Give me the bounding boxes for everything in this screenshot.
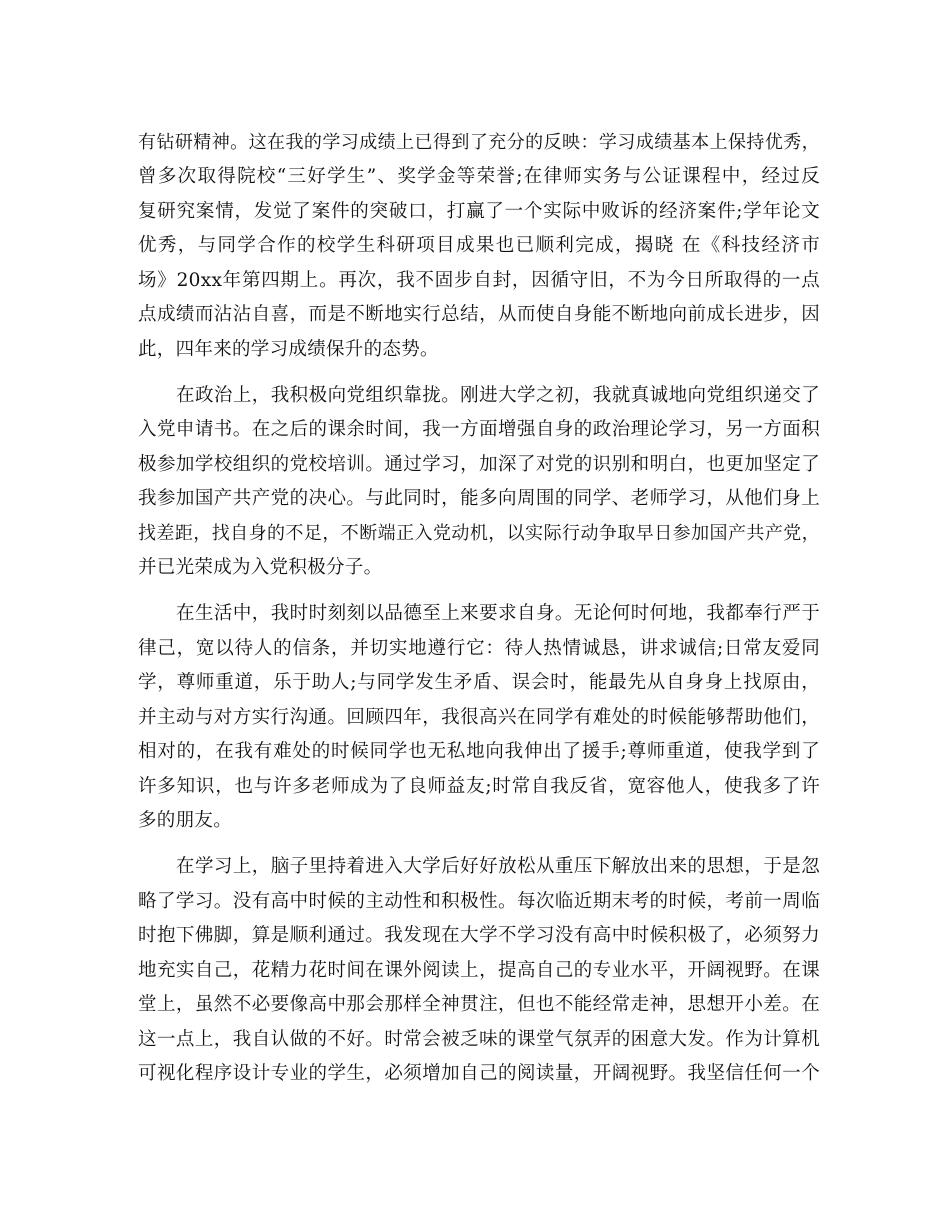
- text-line: 地充实自己，花精力花时间在课外阅读上，提高自己的专业水平，开阔视野。在课: [138, 960, 820, 981]
- text-line: 可视化程序设计专业的学生，必须增加自己的阅读量，开阔视野。我坚信任何一个: [138, 1063, 820, 1084]
- text-line: 优秀，与同学合作的校学生科研项目成果也已顺利完成，揭晓 在《科技经济市: [138, 235, 820, 256]
- text-line: 学，尊师重道，乐于助人;与同学发生矛盾、误会时，能最先从自身身上找原由，: [138, 672, 820, 693]
- text-line: 并已光荣成为入党积极分子。: [138, 557, 383, 578]
- text-line: 相对的，在我有难处的时候同学也无私地向我伸出了援手;尊师重道，使我学到了: [138, 741, 820, 762]
- text-line: 并主动与对方实行沟通。回顾四年，我很高兴在同学有难处的时候能够帮助他们，: [138, 707, 820, 728]
- text-line: 场》20xx年第四期上。再次，我不固步自封，因循守旧，不为今日所取得的一点: [138, 270, 820, 291]
- paragraph-start-line: 在政治上，我积极向党组织靠拢。刚进大学之初，我就真诚地向党组织递交了: [176, 385, 820, 406]
- text-line: 复研究案情，发觉了案件的突破口，打赢了一个实际中败诉的经济案件;学年论文: [138, 201, 820, 222]
- text-line: 点成绩而沾沾自喜，而是不断地实行总结，从而使自身能不断地向前成长进步，因: [138, 304, 820, 325]
- text-line: 曾多次取得院校“三好学生”、奖学金等荣誉;在律师实务与公证课程中，经过反: [138, 166, 820, 187]
- text-line: 堂上，虽然不必要像高中那会那样全神贯注，但也不能经常走神，思想开小差。在: [138, 994, 820, 1015]
- text-line: 极参加学校组织的党校培训。通过学习，加深了对党的识别和明白，也更加坚定了: [138, 454, 820, 475]
- text-line: 律己，宽以待人的信条，并切实地遵行它：待人热情诚恳，讲求诚信;日常友爱同: [138, 638, 820, 659]
- text-line: 我参加国产共产党的决心。与此同时，能多向周围的同学、老师学习，从他们身上: [138, 488, 820, 509]
- text-line: 许多知识，也与许多老师成为了良师益友;时常自我反省，宽容他人，使我多了许: [138, 776, 820, 797]
- text-line: 找差距，找自身的不足，不断端正入党动机，以实际行动争取早日参加国产共产党，: [138, 523, 820, 544]
- text-line: 多的朋友。: [138, 810, 233, 831]
- text-line: 略了学习。没有高中时候的主动性和积极性。每次临近期末考的时候，考前一周临: [138, 891, 820, 912]
- paragraph-start-line: 在学习上，脑子里持着进入大学后好好放松从重压下解放出来的思想，于是忽: [176, 856, 820, 877]
- text-line: 这一点上，我自认做的不好。时常会被乏味的课堂气氛弄的困意大发。作为计算机: [138, 1029, 820, 1050]
- text-line: 入党申请书。在之后的课余时间，我一方面增强自身的政治理论学习，另一方面积: [138, 419, 820, 440]
- paragraph-start-line: 在生活中，我时时刻刻以品德至上来要求自身。无论何时何地，我都奉行严于: [176, 603, 820, 624]
- text-line: 时抱下佛脚，算是顺利通过。我发现在大学不学习没有高中时候积极了，必须努力: [138, 925, 820, 946]
- text-line: 此，四年来的学习成绩保升的态势。: [138, 339, 439, 360]
- text-line: 有钻研精神。这在我的学习成绩上已得到了充分的反映：学习成绩基本上保持优秀，: [138, 132, 820, 153]
